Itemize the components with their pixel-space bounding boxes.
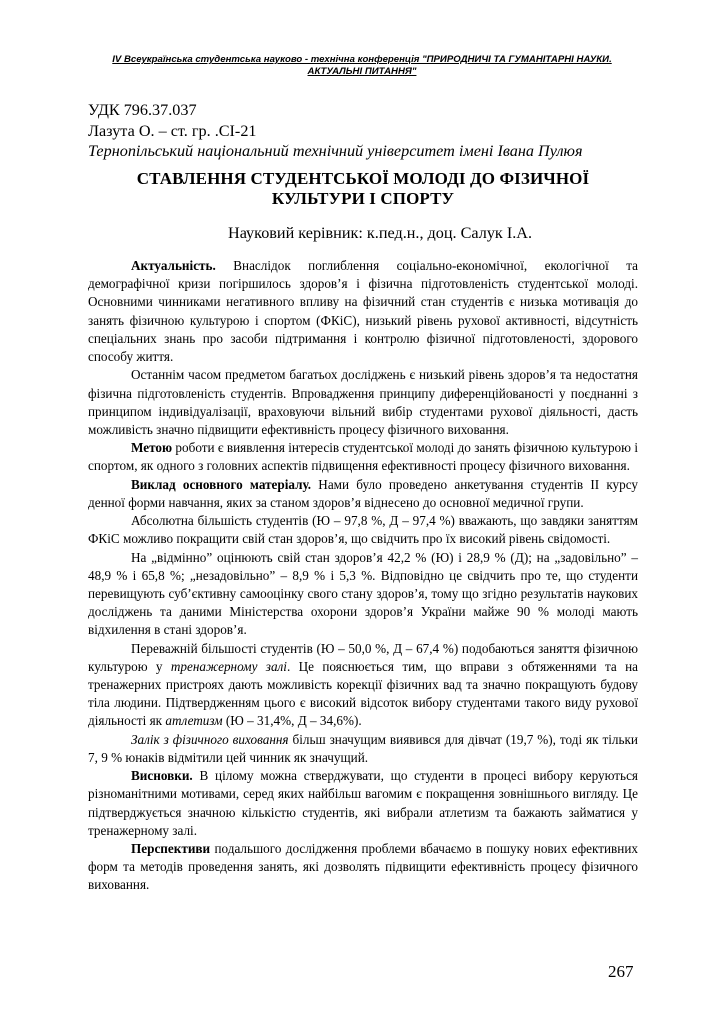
author-line: Лазута О. – ст. гр. .СІ-21 [88,121,257,140]
paragraph-text: подальшого дослідження проблеми вбачаємо в пошуку нових ефективних форм та методів проведення занять, які дозволять підвищити ефективність процесу фізичного виховання. [88,841,638,893]
article-title [88,169,638,208]
paragraph-text: Нами було проведено анкетування студентів ІІ курсу денної форми навчання, яких за станом здоров’я віднесено до основної медичної групи. [88,476,638,510]
udc-code: УДК 796.37.037 [88,101,197,119]
keyword-conclusions: Висновки. [131,768,193,784]
keyword-relevance: Актуальність. [131,258,216,273]
paragraph-text: більш значущим виявився для дівчат (19,7 %), тоді як тільки 7, 9 % юнаків відмітили цей чинник як значущий. [88,731,638,765]
paragraph-prospects [88,840,638,895]
keyword-main-material: Виклад основного матеріалу. [131,476,312,492]
paragraph-text: . Це пояснюється тим, що вправи з обтяженнями та на тренажерних пристроях дають можливість корекції фізичних вад та значно покращують будову тіла людини. Підтвердженням цього є високий відсоток вибору студентами такого виду рухової діяльності як [88,658,638,729]
keyword-prospects: Перспективи [131,841,211,856]
paragraph-text: Переважній більшості студентів (Ю – 50,0 %, Д – 67,4 %) подобаються заняття фізичною культурою у [88,640,638,674]
paragraph-recent-research: Останнім часом предметом багатьох досліджень є низький рівень здоров’я та недостатня фізична підготовленість студентів. Впровадження принципу диференційованості у поєднанні з принципом індивідуалізації, враховуючи вільний вибір студентами рухової діяльності, дасть можливість значно підвищити ефективність процесу фізичного виховання. [88,367,638,437]
keyword-aim: Метою [131,440,173,456]
paragraph-conclusions [88,767,638,840]
conference-header [86,54,638,77]
university-name: Тернопільський національний технічний університет імені Івана Пулюя [88,142,583,161]
paragraph-self-assessment: На „відмінно” оцінюють свій стан здоров’я 42,2 % (Ю) і 28,9 % (Д); на „задовільно” – 48,9 % і 65,8 %; „незадовільно” – 8,9 % і 5,3 %. Відповідно це свідчить про те, що студенти перевищують суб’єктивну самооцінку свого стану здоров’я, тому що згідно результатів наукових досліджень та даними Міністерства охорони здоров’я України майже 90 % молоді мають відхилення в стані здоров’я. [88,549,638,638]
paragraph-text: роботи є виявлення інтересів студентської молоді до занять фізичною культурою і спортом, як одного з головних аспектів підвищення ефективності процесу фізичного виховання. [88,440,638,474]
conference-header-line-1: IV Всеукраїнська студентська науково - технічна конференція "ПРИРОДНИЧІ ТА ГУМАНІТАРНІ НАУКИ. [112,54,612,65]
emphasis-athleticism: атлетизм [165,713,223,729]
article-meta [88,100,648,162]
emphasis-credit: Залік з фізичного виховання [131,731,289,747]
conference-header-line-2: АКТУАЛЬНІ ПИТАННЯ" [307,65,417,77]
paragraph-majority: Абсолютна більшість студентів (Ю – 97,8 %, Д – 97,4 %) вважають, що завдяки заняттям ФКіС можливо покращити свій стан здоров’я, що свідчить про їх високий рівень свідомості. [88,513,638,547]
paragraph-aim [88,439,638,475]
paragraph-text: (Ю – 31,4%, Д – 34,6%). [222,713,362,729]
emphasis-gym: тренажерному залі [170,658,287,674]
page-number: 267 [608,962,634,981]
paragraph-text: Внаслідок поглиблення соціально-економічної, екологічної та демографічної кризи погіршилось здоров’я і фізична підготовленість студентської молоді. Основними чинниками негативного впливу на фізичний стан студентів є низька мотивація до занять фізичною культурою і спортом (ФКіС), низький рівень рухової активності, відсутність спеціальних знань про засоби підтримання і контролю фізичної підготовленості, здорового способу життя. [88,258,638,365]
paragraph-main-material [88,476,638,512]
supervisor-line: Науковий керівник: к.пед.н., доц. Салук І.А. [228,224,533,242]
article-title-line-2: КУЛЬТУРИ І СПОРТУ [271,188,455,208]
article-title-line-1: СТАВЛЕННЯ СТУДЕНТСЬКОЇ МОЛОДІ ДО ФІЗИЧНОЇ [136,169,590,188]
paragraph-gym-preference [88,640,638,731]
article-body [88,257,638,895]
paragraph-relevance [88,257,638,366]
paragraph-credit [88,731,638,767]
paragraph-text: В цілому можна стверджувати, що студенти в процесі вибору керуються різноманітними мотивами, серед яких найбільш вагомим є покращення зовнішнього вигляду. Це підтверджується значною кількістю студентів, які вибрали атлетизм та бажають займатися у тренажерному залі. [88,768,638,838]
